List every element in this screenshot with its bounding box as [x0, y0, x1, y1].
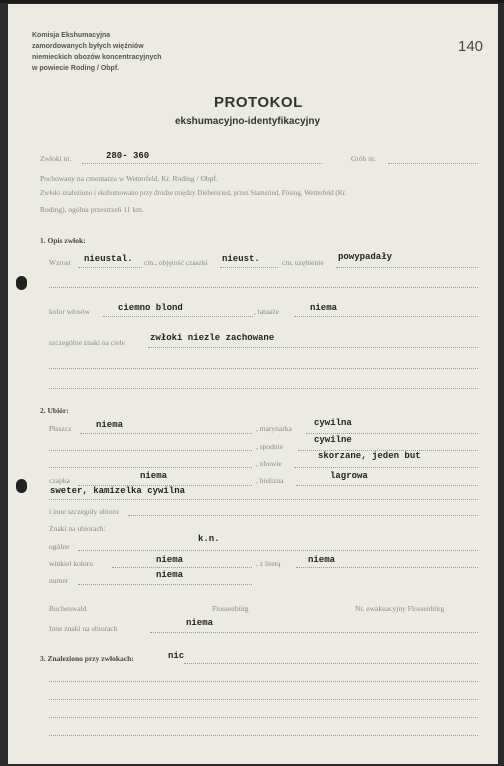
dotted-line [78, 267, 142, 268]
dotted-line [49, 699, 478, 700]
ogolne-label: ogólne [49, 542, 70, 551]
dotted-line [336, 267, 478, 268]
dotted-line [112, 567, 252, 568]
marynarka-label: , marynarka [256, 424, 292, 433]
dotted-line [388, 163, 478, 164]
dotted-line [49, 368, 478, 369]
znaki-value: zwłoki niezle zachowane [150, 333, 275, 343]
page-number: 140 [458, 38, 484, 55]
bielizna-value: lagrowa [330, 471, 368, 481]
ewakuacyjny-label: Nr. ewakuacyjny Flossenbürg [355, 604, 445, 613]
zwloki-label: Zwłoki nr. [40, 154, 72, 163]
dotted-line [49, 450, 252, 451]
cm-label: cm., objętość czaszki [144, 258, 208, 267]
spodnie-label: , spodnie [256, 442, 284, 451]
section-2-title: 2. Ubiór: [40, 406, 69, 415]
numer-value: niema [156, 570, 184, 580]
czapka-value: niema [140, 471, 168, 481]
section-1-title: 1. Opis zwłok: [40, 236, 86, 245]
kolor-label: kolor włosów [49, 307, 91, 316]
dotted-line [78, 550, 478, 551]
header-line-2: zamordowanych byłych więźniów [32, 43, 144, 50]
dotted-line [294, 316, 478, 317]
uzebienie-label: cm, uzębienie [282, 258, 324, 267]
buchenwald-label: Buchenwald [49, 604, 87, 613]
wzrost-value: nieustal. [84, 254, 133, 264]
section-3-title: 3. Znaleziono przy zwłokach: [40, 654, 134, 663]
dotted-line [220, 267, 278, 268]
litera-value: niema [308, 555, 336, 565]
dotted-line [49, 735, 478, 736]
tatuaze-value: niema [310, 303, 338, 313]
znaki-label: szczególne znaki na ciele [49, 338, 125, 347]
dotted-line [306, 433, 478, 434]
winkiel-label: winkiel koloru [49, 559, 93, 568]
binder-hole-icon [16, 276, 27, 290]
wzrost-label: Wzrost [49, 258, 71, 267]
bielizna-label: , bielizna [256, 476, 284, 485]
binder-hole-icon [16, 479, 27, 493]
dotted-line [296, 567, 478, 568]
obuwie-value: skorzane, jeden but [318, 451, 421, 461]
dotted-line [78, 584, 252, 585]
dotted-line [150, 632, 478, 633]
header-line-4: w powiecie Roding / Obpf. [32, 65, 120, 72]
page-subtitle: ekshumacyjno-identyfikacyjny [175, 116, 321, 127]
czapka-label: czapka [49, 476, 70, 485]
obuwie-label: , obuwie [256, 459, 282, 468]
spodnie-value: cywilne [314, 435, 352, 445]
znaleziono-line: Zwłoki znaleziono i ekshumowano przy drodze między Diebersried, przez Stamsried, Pösing, Wetterfeld (Kr. [40, 189, 347, 197]
dotted-line [49, 499, 478, 500]
inne-znaki-label: Inne znaki na ubiorach [49, 624, 118, 633]
dotted-line [49, 681, 478, 682]
litera-label: , z literą [256, 559, 281, 568]
plaszcz-value: niema [96, 420, 124, 430]
extra-clothing-value: sweter, kamizelka cywilna [50, 486, 186, 496]
ogolne-value: k.n. [198, 534, 220, 544]
dotted-line [184, 663, 478, 664]
dotted-line [103, 316, 253, 317]
pochowany-line: Pochowany na cmentarzu w Wetterfeld, Kr. Roding / Obpf. [40, 174, 218, 183]
header-line-1: Komisja Ekshumacyjna [32, 32, 111, 39]
numer-label: numer [49, 576, 69, 585]
winkiel-value: niema [156, 555, 184, 565]
flossenburg-label: Flossenbürg [212, 604, 249, 613]
dotted-line [80, 433, 252, 434]
grob-label: Grób nr. [351, 154, 376, 163]
dotted-line [294, 467, 478, 468]
zwloki-value: 280- 360 [106, 151, 150, 161]
page-title: PROTOKOL [214, 94, 303, 111]
roding-line: Roding), ogólna przestrzeń 11 km. [40, 205, 144, 214]
inne-znaki-value: niema [186, 618, 214, 628]
uzebienie-value: powypadały [338, 252, 393, 262]
czaszka-value: nieust. [222, 254, 260, 264]
dotted-line [296, 485, 478, 486]
marynarka-value: cywilna [314, 418, 352, 428]
dotted-line [148, 347, 478, 348]
dotted-line [49, 717, 478, 718]
dotted-line [49, 467, 252, 468]
protocol-page [8, 4, 498, 764]
inne-szczegoly-label: i inne szczegóły ubioru [49, 507, 119, 516]
kolor-value: ciemno blond [118, 303, 183, 313]
dotted-line [49, 388, 478, 389]
dotted-line [128, 515, 478, 516]
dotted-line [82, 163, 322, 164]
tatuaze-label: , tatuaże [254, 307, 279, 316]
znaki-ubiorach-label: Znaki na ubiorach: [49, 524, 106, 533]
section-3-value: nic [168, 651, 185, 661]
top-edge [0, 0, 504, 3]
dotted-line [49, 287, 478, 288]
plaszcz-label: Płaszcz [49, 424, 72, 433]
header-line-3: niemieckich obozów koncentracyjnych [32, 54, 162, 61]
